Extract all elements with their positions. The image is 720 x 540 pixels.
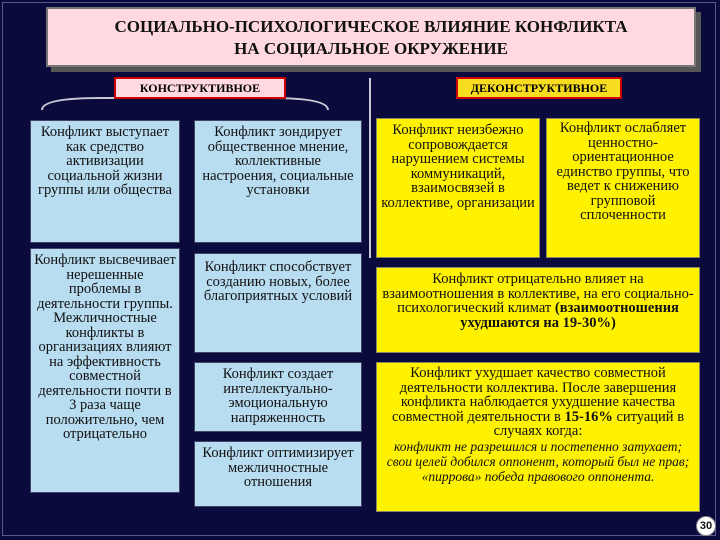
page-number: 30 xyxy=(696,516,716,536)
quality-percent: 15-16% xyxy=(564,408,613,425)
title-line-2: НА СОЦИАЛЬНОЕ ОКРУЖЕНИЕ xyxy=(234,39,508,58)
constructive-box-activation: Конфликт выступает как средство активизации социальной жизни группы или общества xyxy=(30,120,180,243)
title-line-1: СОЦИАЛЬНО-ПСИХОЛОГИЧЕСКОЕ ВЛИЯНИЕ КОНФЛИКТА xyxy=(114,17,628,36)
destructive-box-cohesion: Конфликт ослабляет ценностно-ориентационное единство группы, что ведет к снижению групповой сплоченности xyxy=(546,118,700,258)
constructive-box-relations: Конфликт оптимизирует межличностные отношения xyxy=(194,441,362,507)
quality-text: Конфликт ухудшает качество совместной деятельности коллектива. После завершения конфликта наблюдается ухудшение качества совместной деятельности в xyxy=(391,365,677,425)
divider-line xyxy=(369,78,371,258)
constructive-box-tension: Конфликт создает интеллектуально-эмоциональную напряженность xyxy=(194,362,362,432)
destructive-label: ДЕКОНСТРУКТИВНОЕ xyxy=(456,77,622,99)
quality-cases: конфликт не разрешился и постепенно затухает; свои целей добился оппонент, который был не прав; «пиррова» победа правового оппонента. xyxy=(386,438,690,484)
climate-text: Конфликт отрицательно влияет на взаимоотношения в коллективе, на его социально-психологический климат xyxy=(382,271,694,316)
destructive-box-climate xyxy=(376,267,700,353)
destructive-box-communications: Конфликт неизбежно сопровождается нарушением системы коммуникаций, взаимосвязей в коллективе, организации xyxy=(376,118,540,258)
climate-percent: (взаимоотношения ухудшаются на 19-30%) xyxy=(460,300,679,331)
constructive-box-conditions: Конфликт способствует созданию новых, более благоприятных условий xyxy=(194,253,362,353)
constructive-box-opinion: Конфликт зондирует общественное мнение, коллективные настроения, социальные установки xyxy=(194,120,362,243)
destructive-box-quality xyxy=(376,362,700,512)
constructive-box-problems: Конфликт высвечивает нерешенные проблемы в деятельности группы. Межличностные конфликты в организациях влияют на эффективность совместной деятельности почти в 3 раза чаще положительно, чем отрицательно xyxy=(30,248,180,493)
quality-tail: ситуаций в случаях когда: xyxy=(493,408,685,439)
slide-title xyxy=(46,7,696,67)
constructive-label: КОНСТРУКТИВНОЕ xyxy=(114,77,286,99)
